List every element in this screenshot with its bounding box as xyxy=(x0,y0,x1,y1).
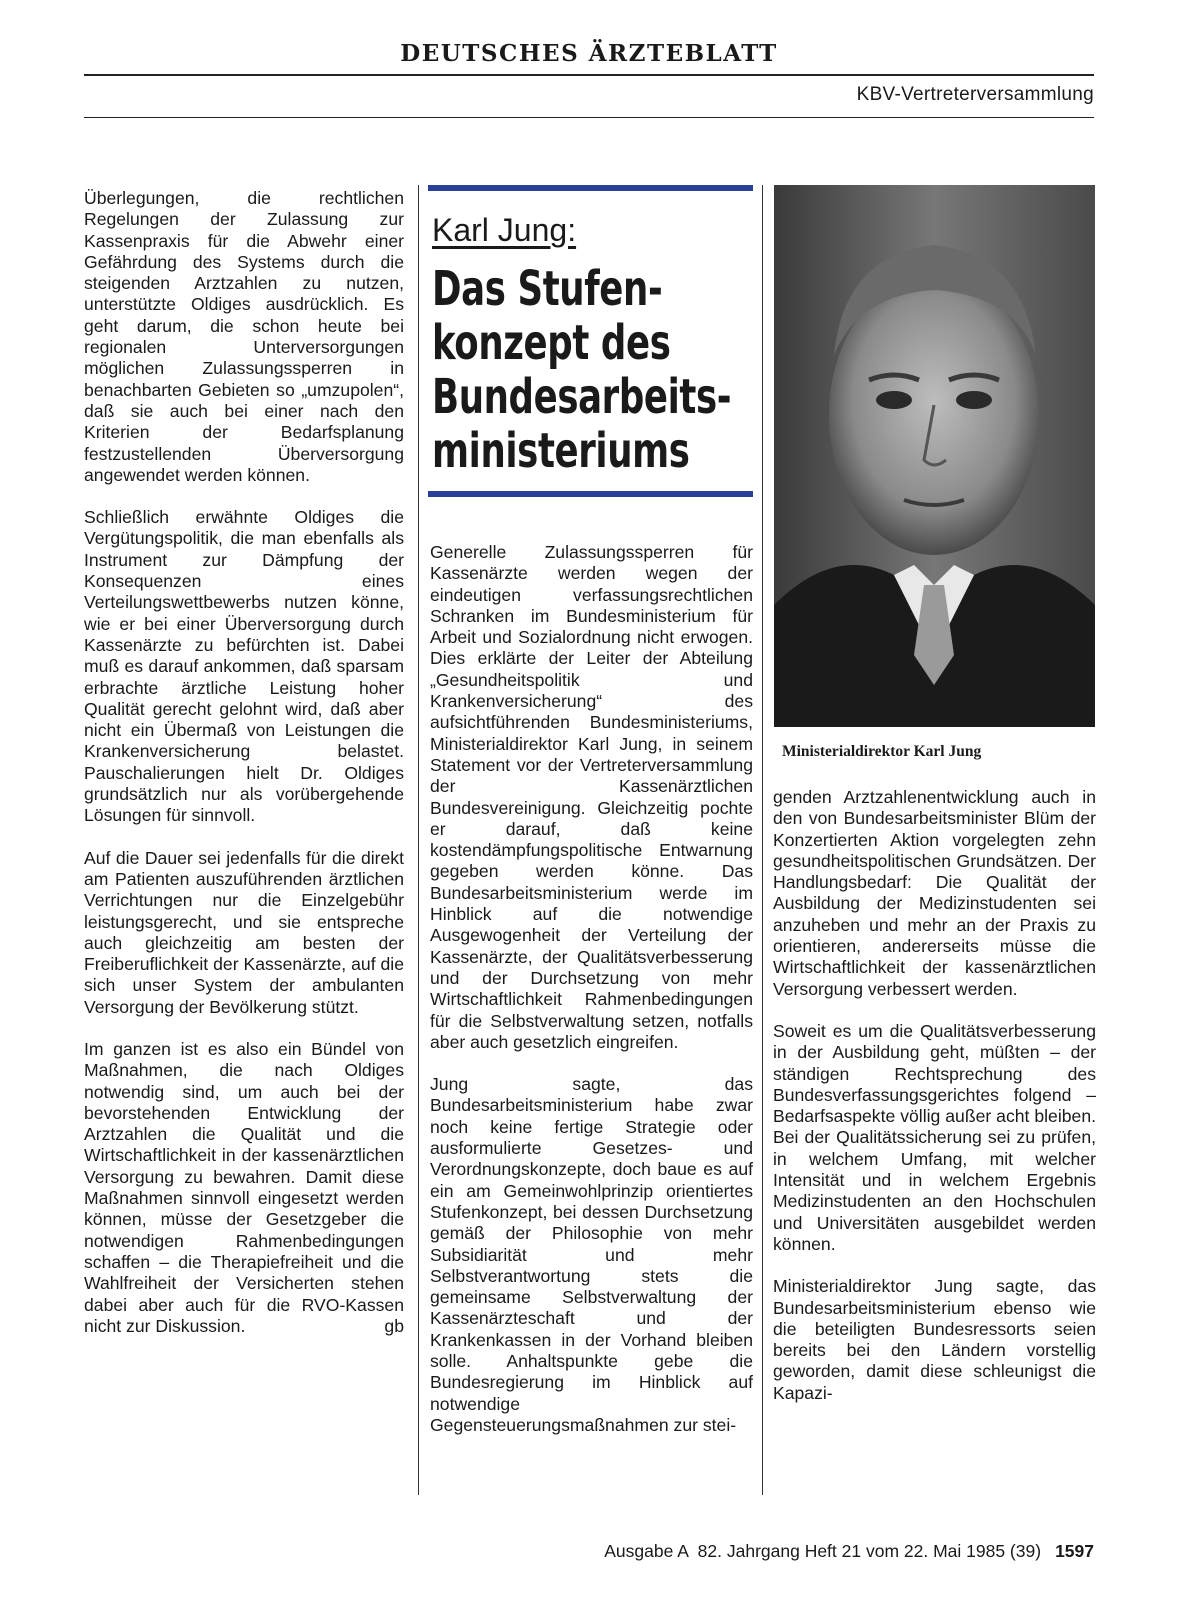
text-column-2 xyxy=(430,542,753,1457)
portrait-photo xyxy=(774,185,1095,727)
author-signature: gb xyxy=(384,1315,404,1336)
paragraph: Generelle Zulassungssperren für Kassenärzte werden wegen der eindeutigen verfassungsrechtlichen Schranken im Bundesministerium für Arbeit und Sozialordnung nicht erwogen. Dies erklärte der Leiter der Abteilung „Gesundheitspolitik und Krankenversicherung“ des aufsichtführenden Bundesministeriums, Ministerialdirektor Karl Jung, in seinem Statement vor der Vertreterversammlung der Kassenärztlichen Bundesvereinigung. Gleichzeitig pochte er darauf, daß keine kostendämpfungspolitische Entwarnung gegeben werden könne. Das Bundesarbeitsministerium werde im Hinblick auf die notwendige Ausgewogenheit der Verteilung der Kassenärzte, der Qualitätsverbesserung und der Durchsetzung von mehr Wirtschaftlichkeit Rahmenbedingungen für die Selbstverwaltung setzen, notfalls aber auch gesetzlich eingreifen. xyxy=(430,542,753,1052)
paragraph-text: Im ganzen ist es also ein Bündel von Maßnahmen, die nach Oldiges notwendig sind, um auch bei der bevorstehenden Entwicklung der Arztzahlen die Qualität und die Wirtschaftlichkeit in der kassenärztlichen Versorgung zu bewahren. Damit diese Maßnahmen sinnvoll eingesetzt werden können, müsse der Gesetzgeber die notwendigen Rahmenbedingungen schaffen – die Therapiefreiheit und die Wahlfreiheit der Versicherten stehen dabei aber auch für die RVO-Kassen nicht zur Diskussion. xyxy=(84,1038,404,1336)
portrait-illustration xyxy=(774,185,1095,727)
headline-top-bar xyxy=(428,185,753,191)
paragraph: Jung sagte, das Bundesarbeitsministerium habe zwar noch keine fertige Strategie oder ausformulierte Gesetzes- und Verordnungskonzepte, doch baue es auf ein am Gemeinwohlprinzip orientiertes Stufenkonzept, bei dessen Durchsetzung gemäß der Philosophie von mehr Subsidiarität und mehr Selbstverantwortung stets die gemeinsame Selbstverwaltung der Kassenärzteschaft und der Krankenkassen in der Vorhand bleiben solle. Anhaltspunkte gebe die Bundesregierung im Hinblick auf notwendige Gegensteuerungsmaßnahmen zur stei- xyxy=(430,1074,753,1435)
masthead-rule xyxy=(84,74,1094,76)
headline-bottom-bar xyxy=(428,491,753,497)
article-headline xyxy=(432,261,732,479)
paragraph: Soweit es um die Qualitätsverbesserung in der Ausbildung geht, müßten – der ständigen Rechtsprechung des Bundesverfassungsgerichtes folgend – Bedarfsaspekte völlig außer acht bleiben. Bei der Qualitätssicherung sei zu prüfen, in welchem Umfang, mit welcher Intensität und in welchem Ergebnis Medizinstudenten an den Hochschulen und Universitäten ausgebildet werden können. xyxy=(773,1020,1096,1254)
column-divider xyxy=(762,185,763,1495)
paragraph: Ministerialdirektor Jung sagte, das Bundesarbeitsministerium ebenso wie die beteiligten Bundesressorts seien bereits bei den Ländern vorstellig geworden, damit diese schleunigst die Kapazi- xyxy=(773,1276,1096,1403)
photo-caption: Ministerialdirektor Karl Jung xyxy=(782,743,982,760)
issue-info: Ausgabe A 82. Jahrgang Heft 21 vom 22. Mai 1985 (39) xyxy=(604,1541,1042,1561)
text-column-1 xyxy=(84,188,404,1358)
section-rule xyxy=(84,117,1094,118)
column-divider xyxy=(418,185,419,1495)
headline-line: ministeriums xyxy=(432,423,690,479)
section-label: KBV-Vertreterversammlung xyxy=(856,84,1094,105)
masthead: DEUTSCHES ÄRZTEBLATT xyxy=(400,40,778,67)
paragraph: Auf die Dauer sei jedenfalls für die direkt am Patienten auszuführenden ärztlichen Verrichtungen nur die Einzelgebühr leistungsgerecht, und sie entspreche auch gleichzeitig am besten der Freiberuflichkeit der Kassenärzte, auf die sich unser System der ambulanten Versorgung der Bevölkerung stützt. xyxy=(84,847,404,1017)
article-kicker: Karl Jung: xyxy=(432,212,577,248)
paragraph: Schließlich erwähnte Oldiges die Vergütungspolitik, die man ebenfalls als Instrument zur Dämpfung der Konsequenzen eines Verteilungswettbewerbs nutzen könne, wie er bei einer Überversorgung durch Kassenärzte zu befürchten ist. Dabei muß es darauf ankommen, daß sparsam erbrachte ärztliche Leistung hoher Qualität gerecht gelohnt wird, daß aber nicht ein Übermaß von Leistungen die Krankenversicherung belastet. Pauschalierungen hielt Dr. Oldiges grundsätzlich nur als vorübergehende Lösungen für sinnvoll. xyxy=(84,507,404,826)
headline-line: Das Stufen- xyxy=(432,261,663,317)
headline-line: Bundesarbeits- xyxy=(432,369,732,425)
page-number: 1597 xyxy=(1055,1541,1094,1561)
paragraph xyxy=(84,1039,404,1337)
text-column-3 xyxy=(773,787,1096,1425)
page-footer xyxy=(604,1541,1094,1562)
paragraph: Überlegungen, die rechtlichen Regelungen der Zulassung zur Kassenpraxis für die Abwehr einer Gefährdung des Systems durch die steigenden Arztzahlen zu nutzen, unterstützte Oldiges ausdrücklich. Es geht darum, die schon heute bei regionalen Unterversorgungen möglichen Zulassungssperren in benachbarten Gebieten so „umzupolen“, daß sie auch bei einer nach den Kriterien der Bedarfsplanung festzustellenden Überversorgung angewendet werden können. xyxy=(84,188,404,485)
paragraph: genden Arztzahlenentwicklung auch in den von Bundesarbeitsminister Blüm der Konzertierten Aktion vorgelegten zehn gesundheitspolitischen Grundsätzen. Der Handlungsbedarf: Die Qualität der Ausbildung der Medizinstudenten sei anzuheben und mehr an der Praxis zu orientieren, andererseits müsse die Wirtschaftlichkeit der kassenärztlichen Versorgung verbessert werden. xyxy=(773,787,1096,999)
headline-line: konzept des xyxy=(432,315,671,371)
